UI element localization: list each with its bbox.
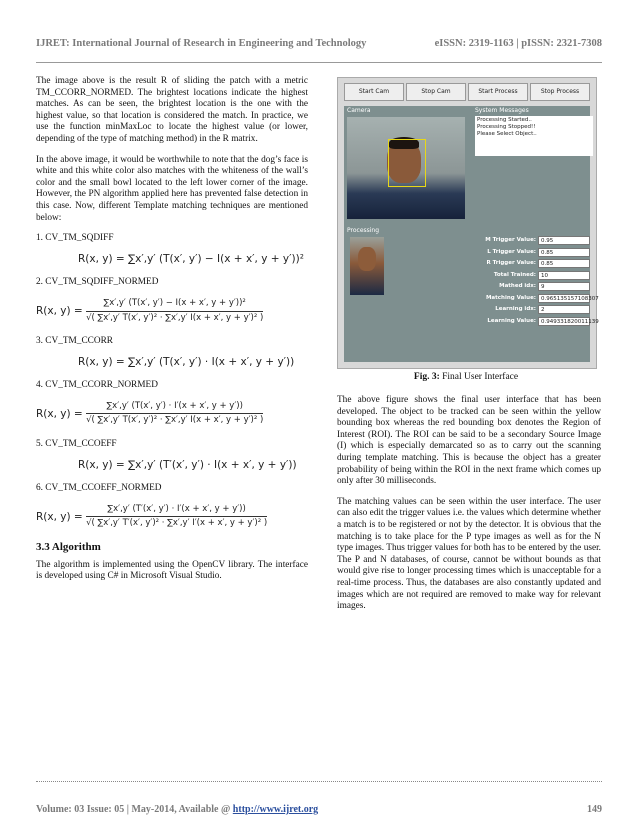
footer-volume <box>36 804 318 815</box>
stop-process-button[interactable]: Stop Process <box>530 83 590 101</box>
field-label: L Trigger Value: <box>487 248 536 255</box>
equation-denominator: √( ∑x′,y′ T′(x′, y′)² · ∑x′,y′ I′(x + x′, y + y′)² ) <box>86 518 268 529</box>
equation-fraction <box>86 504 267 530</box>
field-row <box>472 259 592 271</box>
journal-title: IJRET: International Journal of Research in Engineering and Technology <box>36 38 367 49</box>
field-label: Mathed idx: <box>499 283 536 289</box>
field-label: Learning idx: <box>495 306 536 312</box>
m-trigger-input[interactable]: 0.95 <box>538 236 590 245</box>
method-label: 2. CV_TM_SQDIFF_NORMED <box>36 277 159 288</box>
figure-caption <box>337 372 595 382</box>
messages-label: System Messages <box>475 107 529 114</box>
button-row <box>344 83 588 101</box>
field-label: M Trigger Value: <box>485 237 536 243</box>
matched-idx-field: 9 <box>538 282 590 291</box>
paragraph: In the above image, it would be worthwhile to note that the dog’s face is white and this white color also matches with the whiteness of the wall’s color and the small bowl located to the left lower corner of the image. However, the PN algorithm applied here has prevented false detection in this case. Now, different Template matching techniques are mentioned below: <box>36 154 308 223</box>
field-label: Total Trained: <box>493 271 536 278</box>
messages-panel <box>472 106 590 226</box>
tracking-bounding-box <box>388 139 426 187</box>
field-row <box>472 305 592 317</box>
equation-fraction <box>86 401 263 427</box>
left-column <box>36 76 308 592</box>
equation-numerator: ∑x′,y′ (T(x′, y′) · I′(x + x′, y + y′)) <box>86 401 263 415</box>
equation-lhs: R(x, y) = <box>36 305 83 317</box>
header-rule <box>36 62 602 63</box>
stop-cam-button[interactable]: Stop Cam <box>406 83 466 101</box>
message-line: Processing Stopped!! <box>477 124 536 130</box>
equation-numerator: ∑x′,y′ (T′(x′, y′) · I′(x + x′, y + y′)) <box>86 504 267 518</box>
r-trigger-input[interactable]: 0.85 <box>538 259 590 268</box>
caption-text: Final User Interface <box>439 372 519 382</box>
field-label: R Trigger Value: <box>486 260 536 266</box>
processing-label: Processing <box>347 227 380 234</box>
messages-box <box>475 116 593 156</box>
paragraph: The above figure shows the final user interface that has been developed. The object to be tracked can be seen within the yellow bounding box whereas the red bounding box denotes the Region of Interest (ROI). The ROI can be said to be a secondary Source Image (I) which is especially demarcated so as to carry out the scanning during template matching. This is because the object has a greater probability of being within the ROI in the next frame which comes up only after 30 milliseconds. <box>337 395 601 487</box>
footer-rule <box>36 781 602 782</box>
app-screenshot <box>337 77 597 369</box>
message-line: Please Select Object.. <box>477 131 537 137</box>
method-label: 1. CV_TM_SQDIFF <box>36 233 114 244</box>
camera-label: Camera <box>347 107 371 114</box>
equation: R(x, y) = ∑x′,y′ (T(x′, y′) − I(x + x′, y + y′))² <box>78 252 304 265</box>
equation-denominator: √( ∑x′,y′ T(x′, y′)² · ∑x′,y′ I(x + x′, y + y′)² ) <box>86 415 264 426</box>
equation <box>36 298 308 324</box>
field-label: Learning Value: <box>487 317 536 324</box>
footer-text: Volume: 03 Issue: 05 | May-2014, Available @ <box>36 804 233 815</box>
field-row <box>472 317 599 329</box>
equation-lhs: R(x, y) = <box>36 407 83 420</box>
l-trigger-input[interactable]: 0.85 <box>538 248 590 257</box>
method-label: 3. CV_TM_CCORR <box>36 336 113 347</box>
field-row <box>472 248 592 260</box>
section-heading: 3.3 Algorithm <box>36 541 101 554</box>
message-line: Processing Started.. <box>477 117 532 123</box>
method-label: 4. CV_TM_CCORR_NORMED <box>36 380 158 391</box>
equation-numerator: ∑x′,y′ (T(x′, y′) − I(x + x′, y + y′))² <box>86 298 263 312</box>
equation <box>36 401 308 427</box>
camera-image <box>347 117 465 219</box>
paragraph: The matching values can be seen within the user interface. The user can also edit the trigger values i.e. the values which determine whether a match is to be registered or not by the detector. It is obvious that the matching is to take place for the P type images as well as for the N type images. Thus trigger values for both has to be entered by the user. The P and N databases, of course, cannot be without bounds as that would give rise to longer processing times which is unacceptable for a real-time process. Thus, the databases are also constantly updated and images which are not required are removed to make way for relevant images. <box>337 496 601 612</box>
matching-value-field: 0.965135157108307 <box>538 294 590 303</box>
caption-label: Fig. 3: <box>413 372 440 382</box>
paragraph: The image above is the result R of sliding the patch with a metric TM_CCORR_NORMED. The brightest locations indicate the highest matches. As can be seen, the brightest location is the one with the highest value, so that location is considered the match. In practice, we use the function minMaxLoc to locate the highest value (or lower, depending of the type of matching method) in the R matrix. <box>36 76 308 144</box>
equation-fraction <box>86 298 263 324</box>
field-row <box>472 282 592 294</box>
processing-image <box>350 237 384 295</box>
start-process-button[interactable]: Start Process <box>468 83 528 101</box>
start-cam-button[interactable]: Start Cam <box>344 83 404 101</box>
field-row <box>472 271 592 283</box>
page-number: 149 <box>587 804 602 815</box>
issn: eISSN: 2319-1163 | pISSN: 2321-7308 <box>434 38 602 49</box>
processing-face <box>358 247 376 271</box>
equation-lhs: R(x, y) = <box>36 510 83 523</box>
value-fields <box>472 236 599 328</box>
field-row <box>472 294 599 306</box>
field-label: Matching Value: <box>485 294 536 301</box>
paragraph: The algorithm is implemented using the OpenCV library. The interface is developed using C# in Microsoft Visual Studio. <box>36 559 308 582</box>
equation: R(x, y) = ∑x′,y′ (T′(x′, y′) · I(x + x′, y + y′)) <box>78 458 297 471</box>
method-label: 5. CV_TM_CCOEFF <box>36 439 117 450</box>
equation: R(x, y) = ∑x′,y′ (T(x′, y′) · I(x + x′, y + y′)) <box>78 355 295 368</box>
field-row <box>472 236 592 248</box>
camera-panel <box>344 106 472 226</box>
learning-idx-field: 2 <box>538 305 590 314</box>
total-trained-field: 10 <box>538 271 590 280</box>
method-label: 6. CV_TM_CCOEFF_NORMED <box>36 483 162 494</box>
equation <box>36 504 308 530</box>
right-column <box>337 395 601 622</box>
learning-value-field: 0.949331820011139 <box>538 317 590 326</box>
journal-link[interactable]: http://www.ijret.org <box>232 804 319 815</box>
equation-denominator: √( ∑x′,y′ T(x′, y′)² · ∑x′,y′ I(x + x′, y + y′)² ) <box>86 312 264 323</box>
